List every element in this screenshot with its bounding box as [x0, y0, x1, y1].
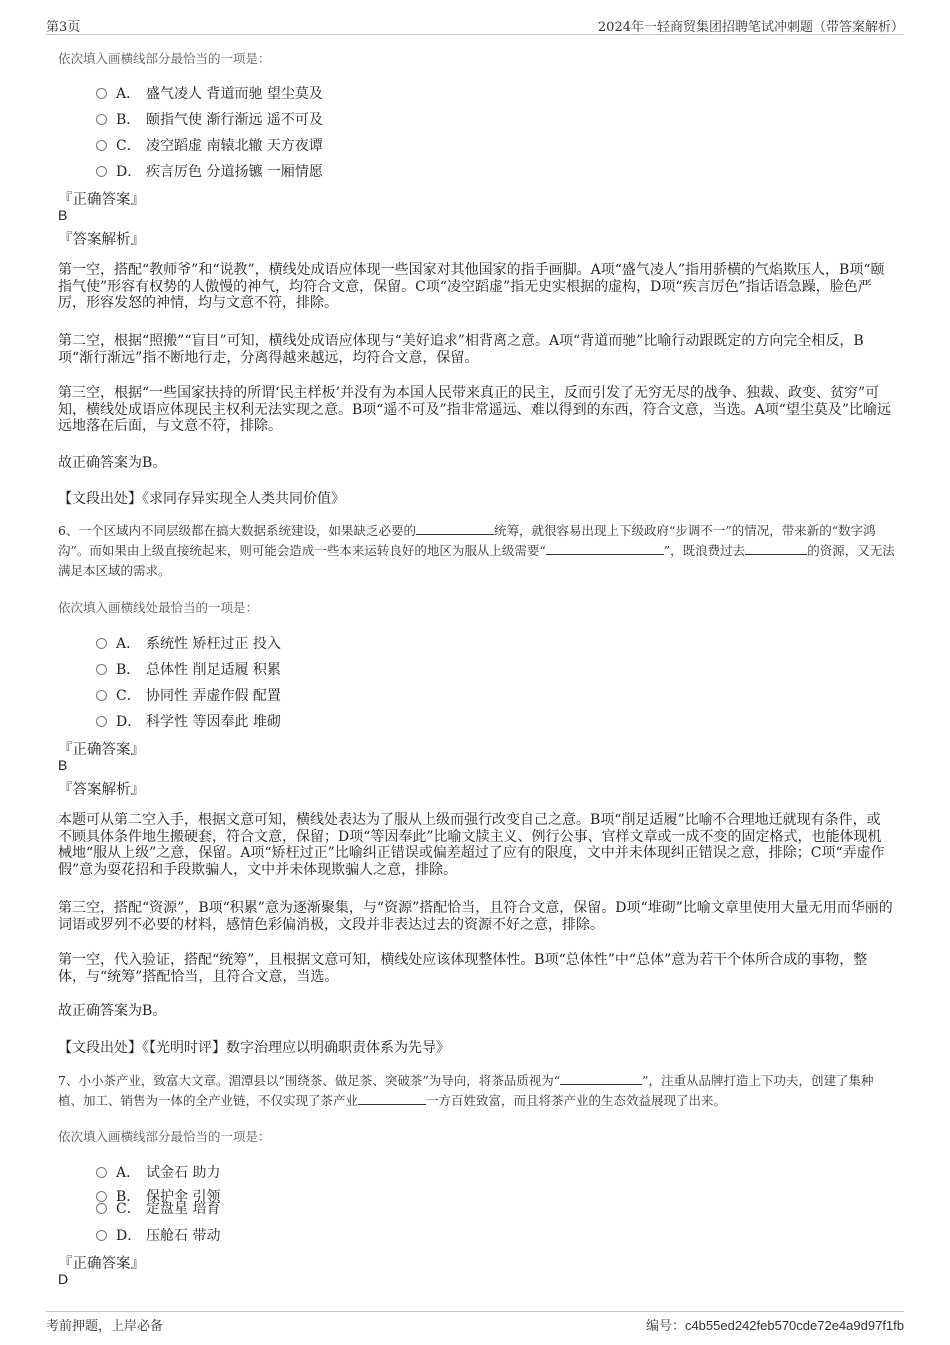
radio-icon[interactable] — [96, 664, 107, 675]
q5-conclusion: 故正确答案为B。 — [58, 455, 167, 471]
radio-icon[interactable] — [96, 690, 107, 701]
q6-conclusion: 故正确答案为B。 — [58, 1003, 167, 1019]
q6-analysis-paragraph: 第三空，搭配“资源”，B项“积累”意为逐渐聚集，与“资源”搭配恰当，且符合文意，保留。D项“堆砌”比喻文章里使用大量无用而华丽的词语或罗列不必要的材料，感情色彩偏消极，文段并非表达过去的资源不好之意，排除。 — [58, 900, 893, 933]
q5-option-c[interactable]: C． 凌空蹈虚 南辕北辙 天方夜谭 — [96, 135, 323, 155]
blank-line[interactable] — [416, 521, 494, 535]
radio-icon[interactable] — [96, 114, 107, 125]
q6-prompt: 依次填入画横线处最恰当的一项是： — [58, 600, 259, 615]
q5-analysis-paragraph: 第二空，根据“照搬”“盲目”可知，横线处成语应体现与“美好追求”相背离之意。A项“背道而驰”比喻行动跟既定的方向完全相反，B项“渐行渐远”指不断地行走，分离得越来越远，均符合文意，保留。 — [58, 333, 864, 366]
q6-option-d[interactable]: D． 科学性 等因奉此 堆砌 — [96, 711, 281, 731]
q7-correct-answer-label: 『正确答案』 — [58, 1256, 145, 1272]
q6-answer: B — [58, 757, 68, 773]
q6-option-c[interactable]: C． 协同性 弄虚作假 配置 — [96, 685, 281, 705]
q5-prompt: 依次填入画横线部分最恰当的一项是： — [58, 51, 271, 66]
q5-analysis-paragraph: 第三空，根据“一些国家扶持的所谓‘民主样板’并没有为本国人民带来真正的民主，反而引发了无穷无尽的战争、独裁、政变、贫穷”可知，横线处成语应体现民主权利无法实现之意。B项“遥不可及”指非常遥远、难以得到的东西，符合文意，当选。A项“望尘莫及”比喻远远地落在后面，与文意不符，排除。 — [58, 385, 892, 434]
q7-option-c[interactable]: C． 定盘星 培育 — [96, 1198, 220, 1218]
q7-option-a[interactable]: A． 试金石 助力 — [96, 1162, 220, 1182]
radio-icon[interactable] — [96, 716, 107, 727]
q5-answer: B — [58, 207, 68, 223]
q6-analysis-label: 『答案解析』 — [58, 782, 145, 798]
radio-icon[interactable] — [96, 140, 107, 151]
q6-question-text: 6、一个区域内不同层级都在搞大数据系统建设，如果缺乏必要的 统筹，就很容易出现上下级政府“步调不一”的情况，带来新的“数字鸿沟”。而如果由上级直接统起来，则可能会造成一些本来运转良好的地区为服从上级需要“ ”，既浪费过去 的资源，又无法满足本区域的需求。 — [58, 523, 895, 578]
blank-line[interactable] — [560, 1071, 642, 1085]
radio-icon[interactable] — [96, 638, 107, 649]
q7-option-b[interactable]: B． 保护伞 引领 — [96, 1186, 220, 1206]
q5-option-b[interactable]: B． 颐指气使 渐行渐远 遥不可及 — [96, 109, 323, 129]
document-title: 2024年一轻商贸集团招聘笔试冲刺题（带答案解析） — [597, 20, 904, 35]
blank-line[interactable] — [745, 541, 807, 555]
radio-icon[interactable] — [96, 166, 107, 177]
q6-source: 【文段出处】《【光明时评】数字治理应以明确职责体系为先导》 — [58, 1040, 450, 1056]
q5-analysis-label: 『答案解析』 — [58, 232, 145, 248]
radio-icon[interactable] — [96, 1203, 107, 1214]
blank-line[interactable] — [358, 1091, 426, 1105]
q7-prompt: 依次填入画横线部分最恰当的一项是： — [58, 1129, 271, 1144]
q6-correct-answer-label: 『正确答案』 — [58, 742, 145, 758]
q5-correct-answer-label: 『正确答案』 — [58, 192, 145, 208]
q5-source: 【文段出处】《求同存异实现全人类共同价值》 — [58, 491, 345, 507]
q7-option-d[interactable]: D． 压舱石 带动 — [96, 1225, 220, 1245]
q6-analysis-paragraph: 第一空，代入验证，搭配“统筹”，且根据文意可知，横线处应该体现整体性。B项“总体性”中“总体”意为若干个体所合成的事物，整体，与“统筹”搭配恰当，且符合文意，当选。 — [58, 952, 868, 985]
page-number: 第3页 — [46, 20, 81, 35]
q5-option-d[interactable]: D． 疾言厉色 分道扬镳 一厢情愿 — [96, 161, 323, 181]
radio-icon[interactable] — [96, 1167, 107, 1178]
footer-slogan: 考前押题，上岸必备 — [46, 1319, 164, 1334]
q6-option-b[interactable]: B． 总体性 削足适履 积累 — [96, 659, 281, 679]
q5-option-a[interactable]: A． 盛气凌人 背道而驰 望尘莫及 — [96, 83, 323, 103]
blank-line[interactable] — [546, 541, 664, 555]
q6-analysis-paragraph: 本题可从第二空入手，根据文意可知，横线处表达为了服从上级而强行改变自己之意。B项“削足适履”比喻不合理地迁就现有条件，或不顾具体条件地生搬硬套，符合文意，保留；D项“等因奉此”比喻文牍主义、例行公事、官样文章或一成不变的固定格式，也能体现机械地“服从上级”之意，保留。A项“矫枉过正”比喻纠正错误或偏差超过了应有的限度，文中并未体现纠正错误之意，排除；C项“弄虚作假”意为耍花招和手段欺骗人，文中并未体现欺骗人之意，排除。 — [58, 812, 885, 878]
page-header — [46, 14, 904, 35]
radio-icon[interactable] — [96, 1230, 107, 1241]
q5-analysis-paragraph: 第一空，搭配“教师爷”和“说教”，横线处成语应体现一些国家对其他国家的指手画脚。A项“盛气凌人”指用骄横的气焰欺压人，B项“颐指气使”形容有权势的人傲慢的神气，均符合文意，保留。C项“凌空蹈虚”指无史实根据的虚构，D项“疾言厉色”指话语急躁，脸色严厉，形容发怒的神情，均与文意不符，排除。 — [58, 262, 885, 311]
document-code: 编号：c4b55ed242feb570cde72e4a9d97f1fb — [645, 1318, 904, 1333]
page-footer — [46, 1311, 904, 1336]
q7-answer: D — [58, 1271, 69, 1287]
q6-option-a[interactable]: A． 系统性 矫枉过正 投入 — [96, 633, 281, 653]
q7-question-text: 7、小小茶产业，致富大文章。湄潭县以“围绕茶、做足茶、突破茶”为导向，将茶品质视为“ ”，注重从品牌打造上下功夫，创建了集种植、加工、销售为一体的全产业链，不仅实现了茶产业 一方百姓致富，而且将茶产业的生态效益展现了出来。 — [58, 1073, 874, 1108]
radio-icon[interactable] — [96, 88, 107, 99]
